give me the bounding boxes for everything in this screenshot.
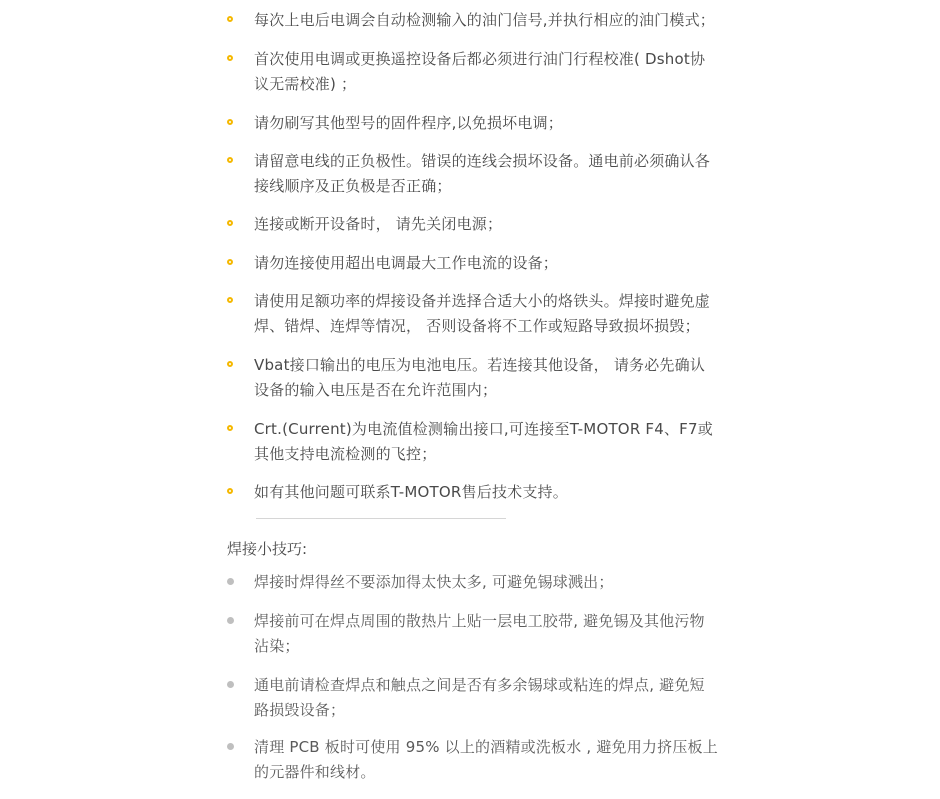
precaution-item <box>0 480 940 505</box>
precaution-text: 连接或断开设备时， 请先关闭电源； <box>254 215 503 233</box>
bullet-ring-icon <box>227 157 233 163</box>
section-divider <box>256 518 506 519</box>
precaution-item <box>0 251 940 276</box>
precaution-item <box>0 353 940 403</box>
tip-text: 通电前请检查焊点和触点之间是否有多余锡球或粘连的焊点, 避免短路损毁设备； <box>254 676 705 719</box>
bullet-ring-icon <box>227 16 233 22</box>
bullet-ring-icon <box>227 297 233 303</box>
bullet-ring-icon <box>227 425 233 431</box>
tip-item <box>0 570 940 595</box>
precaution-item <box>0 417 940 467</box>
precaution-text: Vbat接口输出的电压为电池电压。若连接其他设备， 请务必先确认设备的输入电压是否在允许范围内； <box>254 356 706 399</box>
tip-item <box>0 609 940 659</box>
tip-item <box>0 735 940 785</box>
bullet-ring-icon <box>227 361 233 367</box>
tip-item <box>0 673 940 723</box>
precaution-item <box>0 47 940 97</box>
tips-heading: 焊接小技巧: <box>227 540 308 558</box>
tip-text: 焊接前可在焊点周围的散热片上贴一层电工胶带, 避免锡及其他污物沾染； <box>254 612 705 655</box>
precaution-text: 如有其他问题可联系T-MOTOR售后技术支持。 <box>254 483 568 501</box>
tip-text: 焊接时焊得丝不要添加得太快太多, 可避免锡球溅出； <box>254 573 614 591</box>
precaution-text: 请勿连接使用超出电调最大工作电流的设备； <box>254 254 559 272</box>
precaution-item <box>0 111 940 136</box>
bullet-dot-icon <box>227 617 234 624</box>
precaution-text: 每次上电后电调会自动检测输入的油门信号,并执行相应的油门模式； <box>254 11 715 29</box>
bullet-dot-icon <box>227 743 234 750</box>
precaution-item <box>0 289 940 339</box>
bullet-dot-icon <box>227 681 234 688</box>
precaution-item <box>0 149 940 199</box>
bullet-ring-icon <box>227 259 233 265</box>
tip-text: 清理 PCB 板时可使用 95% 以上的酒精或洗板水 , 避免用力挤压板上的元器件和线材。 <box>254 738 718 781</box>
bullet-ring-icon <box>227 488 233 494</box>
precaution-item <box>0 212 940 237</box>
bullet-ring-icon <box>227 220 233 226</box>
precaution-text: 请使用足额功率的焊接设备并选择合适大小的烙铁头。焊接时避免虚焊、错焊、连焊等情况， 否则设备将不工作或短路导致损坏损毁； <box>254 292 711 335</box>
precaution-text: 请勿刷写其他型号的固件程序,以免损坏电调； <box>254 114 563 132</box>
precaution-text: 请留意电线的正负极性。错误的连线会损坏设备。通电前必须确认各接线顺序及正负极是否正确； <box>254 152 711 195</box>
bullet-ring-icon <box>227 55 233 61</box>
precaution-text: Crt.(Current)为电流值检测输出接口,可连接至T-MOTOR F4、F7或其他支持电流检测的飞控； <box>254 420 713 463</box>
bullet-dot-icon <box>227 578 234 585</box>
bullet-ring-icon <box>227 119 233 125</box>
precaution-item <box>0 8 940 33</box>
precaution-text: 首次使用电调或更换遥控设备后都必须进行油门行程校准( Dshot协议无需校准) ； <box>254 50 706 93</box>
